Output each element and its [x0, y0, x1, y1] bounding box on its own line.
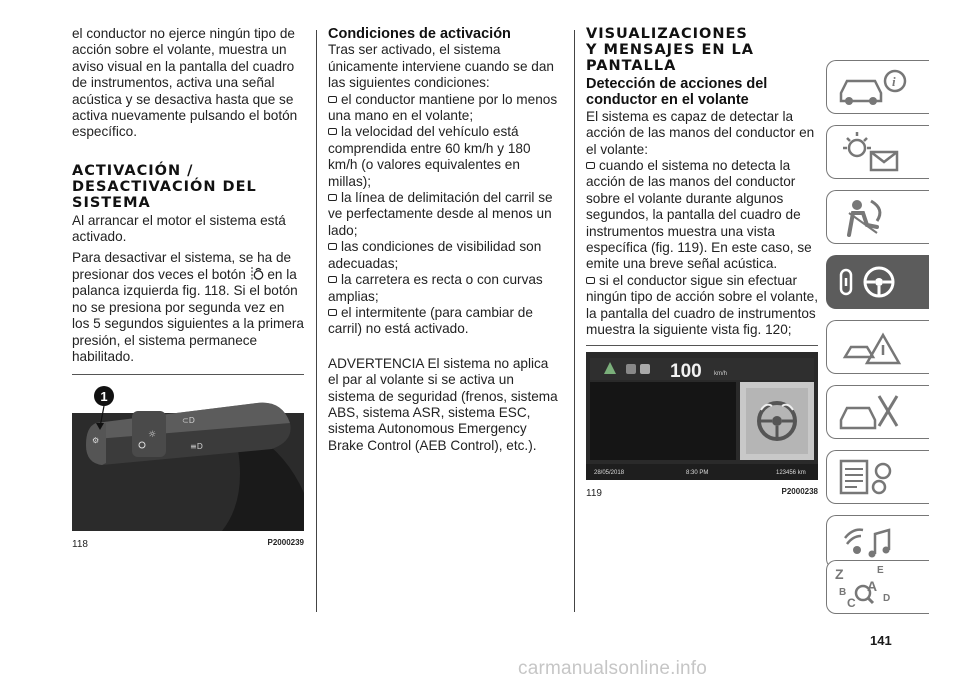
breakdown-triangle-icon — [827, 321, 929, 373]
column-left — [72, 26, 304, 549]
page-number: 141 — [870, 633, 892, 648]
figure-code: P2000238 — [781, 486, 818, 496]
car-info-icon — [827, 61, 929, 113]
list-item: la velocidad del vehículo está comprendida entre 60 km/h y 180 km/h (o valores equivalentes en millas); — [328, 124, 531, 189]
figure-118-lever — [72, 383, 304, 531]
bullet-icon — [328, 276, 337, 283]
cluster-date: 28/05/2018 — [594, 469, 625, 476]
column-divider — [574, 30, 575, 612]
figure-number: 119 — [586, 487, 602, 499]
svg-text:⚙: ⚙ — [92, 435, 100, 445]
conditions-intro: Tras ser activado, el sistema únicamente interviene cuando se dan las siguientes condiciones: — [328, 42, 554, 91]
side-tab-warning-lights[interactable] — [826, 125, 929, 179]
bullet-icon — [586, 277, 595, 284]
svg-text:i: i — [892, 74, 896, 89]
side-tab-maintenance[interactable] — [826, 385, 929, 439]
figure-119-cluster-display — [586, 352, 818, 480]
column-middle — [328, 26, 560, 454]
svg-text:E: E — [877, 565, 884, 576]
instrument-cluster-screen — [586, 352, 818, 480]
bullet-icon — [328, 96, 337, 103]
list-item: el intermitente (para cambiar de carril) no está activado. — [328, 304, 533, 337]
warning-light-message-icon — [827, 126, 929, 178]
side-tab-safety[interactable] — [826, 190, 929, 244]
svg-text:⊂D: ⊂D — [182, 415, 195, 425]
seat-airbag-icon — [827, 191, 929, 243]
svg-text:A: A — [867, 578, 878, 594]
subheading-activation-conditions: Condiciones de activación — [328, 26, 511, 42]
bullet-icon — [586, 162, 595, 169]
bullet-icon — [328, 243, 337, 250]
column-right — [586, 26, 818, 498]
list-item: las condiciones de visibilidad son adecuadas; — [328, 239, 542, 271]
side-tab-technical-data[interactable] — [826, 450, 929, 504]
conditions-list — [328, 92, 560, 338]
turn-signal-lever-illustration — [72, 383, 304, 531]
cluster-odometer: 123456 km — [776, 469, 806, 476]
watermark: carmanualsonline.info — [518, 658, 708, 679]
side-tab-emergency[interactable] — [826, 320, 929, 374]
steering-wheel-hands-icon — [250, 266, 264, 282]
service-tools-icon — [827, 386, 929, 438]
paragraph-engine-start: Al arrancar el motor el sistema está activado. — [72, 212, 286, 245]
section-heading-displays: VISUALIZACIONES Y MENSAJES EN LA PANTALLA — [586, 26, 755, 74]
subheading-hand-detection: Detección de acciones del conductor en el volante — [586, 76, 768, 109]
list-item: la línea de delimitación del carril se ve perfectamente desde al menos un lado; — [328, 190, 553, 238]
bullet-icon — [328, 194, 337, 201]
warning-paragraph: ADVERTENCIA El sistema no aplica el par al volante si se activa un sistema de seguridad (frenos, sistema ABS, sistema ASR, sistema ESC, sistema Autonomous Emergency Brake Control (AEB Control), etc.). — [328, 355, 558, 453]
list-item: cuando el sistema no detecta la acción de las manos del conductor sobre el volante durante algunos segundos, la pantalla del cuadro de instrumentos muestra una vista específica (fig. 119). En este caso, se emite una breve señal acústica. — [586, 158, 812, 272]
svg-text:Z: Z — [835, 566, 844, 582]
alphabetical-index-icon — [827, 561, 929, 613]
list-item: la carretera es recta o con curvas amplias; — [328, 272, 543, 304]
cluster-time: 8:30 PM — [686, 469, 709, 476]
key-steering-wheel-icon — [827, 256, 929, 308]
cluster-speed: 100 — [670, 360, 702, 382]
paragraph-deactivate: Para desactivar el sistema, se ha de presionar dos veces el botón en la palanca izquierda fig. 118. Si el botón no se presiona por segunda vez en los 5 segundos siguientes a la primera presión, el sistema permanece habilitado. — [72, 249, 304, 365]
svg-text:B: B — [839, 587, 847, 598]
svg-text:D: D — [883, 593, 891, 604]
svg-text:≡D: ≡D — [190, 441, 203, 451]
figure-number: 118 — [72, 538, 88, 550]
column-divider — [316, 30, 317, 612]
intro-paragraph: el conductor no ejerce ningún tipo de acción sobre el volante, muestra un aviso visual en la pantalla del cuadro de instrumentos, activa una señal acústica y se desactiva hasta que se activa nuevamente pulsando el botón específico. — [72, 26, 298, 140]
detection-intro: El sistema es capaz de detectar la acción de las manos del conductor en el volante: — [586, 108, 815, 157]
list-item: si el conductor sigue sin efectuar ningún tipo de acción sobre el volante, la pantalla del cuadro de instrumentos muestra la siguiente vista fig. 120; — [586, 272, 819, 338]
side-tab-index[interactable] — [826, 560, 929, 614]
list-item: el conductor mantiene por lo menos una mano en el volante; — [328, 91, 558, 124]
svg-text:☼: ☼ — [148, 429, 157, 440]
side-tab-car-info[interactable] — [826, 60, 929, 114]
figure-callout-1: 1 — [100, 388, 108, 404]
section-heading-activation: ACTIVACIÓN / DESACTIVACIÓN DEL SISTEMA — [72, 162, 257, 211]
svg-text:C: C — [847, 596, 856, 610]
settings-list-icon — [827, 451, 929, 503]
bullet-icon — [328, 128, 337, 135]
cluster-speed-unit: km/h — [714, 370, 728, 377]
side-tab-start-driving[interactable] — [826, 255, 929, 309]
bullet-icon — [328, 309, 337, 316]
figure-code: P2000239 — [267, 537, 304, 547]
